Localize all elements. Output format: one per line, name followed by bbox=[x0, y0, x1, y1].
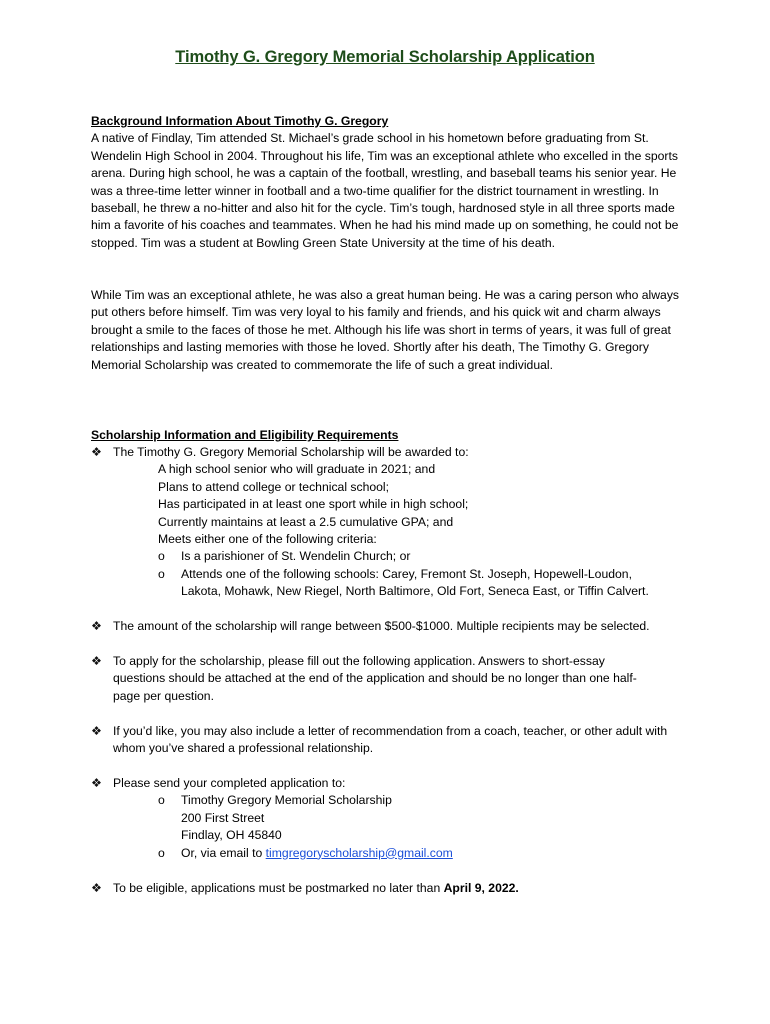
sub-bullet bbox=[158, 566, 691, 601]
criteria-line: A high school senior who will graduate in 2021; and bbox=[158, 462, 436, 477]
bullet-text: To apply for the scholarship, please fill out the following application. Answers to short-essay questions should be attached at the end of the application and should be no longer than one half-page per question. bbox=[113, 654, 637, 703]
deadline-prefix: To be eligible, applications must be postmarked no later than bbox=[113, 881, 444, 895]
amount-bullet bbox=[91, 618, 691, 635]
address-city: Findlay, OH 45840 bbox=[181, 828, 282, 843]
sub-bullet-text: Is a parishioner of St. Wendelin Church; or bbox=[181, 549, 411, 564]
diamond-bullet-icon: ❖ bbox=[91, 654, 102, 668]
circle-bullet-icon: o bbox=[158, 845, 165, 860]
deadline-bullet bbox=[91, 880, 691, 897]
address-name: Timothy Gregory Memorial Scholarship bbox=[181, 793, 392, 808]
background-paragraph-1: A native of Findlay, Tim attended St. Michael’s grade school in his hometown before graduating from St. Wendelin High School in 2004. Throughout his life, Tim was an exceptional athlete who excelled in the sports arena. During high school, he was a captain of the football, wrestling, and baseball teams his senior year. He was a three-time letter winner in football and a two-time qualifier for the district tournament in wrestling. In baseball, he threw a no-hitter and also hit for the cycle. Tim’s tough, hardnosed style in all three sports made him a favorite of his coaches and teammates. When he had his mind made up on something, he could not be stopped. Tim was a student at Bowling Green State University at the time of his death. bbox=[91, 131, 679, 250]
sub-bullet bbox=[158, 548, 691, 565]
sub-bullet bbox=[158, 845, 691, 862]
background-paragraph-2-block bbox=[91, 287, 691, 374]
email-line bbox=[181, 845, 691, 862]
page-title: Timothy G. Gregory Memorial Scholarship Application bbox=[175, 48, 595, 66]
diamond-bullet-icon: ❖ bbox=[91, 724, 102, 738]
email-link[interactable]: timgregoryscholarship@gmail.com bbox=[265, 845, 453, 860]
criteria-line: Plans to attend college or technical school; bbox=[158, 479, 390, 494]
diamond-bullet-icon: ❖ bbox=[91, 776, 102, 790]
circle-bullet-icon: o bbox=[158, 566, 165, 581]
bullet-text: The Timothy G. Gregory Memorial Scholarship will be awarded to: bbox=[113, 445, 469, 459]
scholarship-heading-block bbox=[91, 427, 691, 444]
background-heading: Background Information About Timothy G. Gregory bbox=[91, 114, 389, 128]
apply-bullet bbox=[91, 653, 691, 705]
background-paragraph-2: While Tim was an exceptional athlete, he was also a great human being. He was a caring person who always put others before himself. Tim was very loyal to his family and friends, and his quick wit and charm always brought a smile to the faces of those he met. Although his life was short in terms of years, it was full of great relationships and lasting memories with those he loved. Shortly after his death, The Timothy G. Gregory Memorial Scholarship was created to commemorate the life of such a great individual. bbox=[91, 288, 680, 372]
bullet-text bbox=[113, 880, 691, 897]
circle-bullet-icon: o bbox=[158, 793, 165, 808]
eligibility-bullet bbox=[91, 444, 691, 601]
sub-bullet bbox=[158, 792, 691, 844]
criteria-line: Has participated in at least one sport while in high school; bbox=[158, 497, 469, 512]
address-street: 200 First Street bbox=[181, 810, 265, 825]
background-section bbox=[91, 113, 691, 252]
sub-bullet-text: Attends one of the following schools: Carey, Fremont St. Joseph, Hopewell-Loudon, Lakota, Mohawk, New Riegel, North Baltimore, Old Fort, Seneca East, or Tiffin Calvert. bbox=[181, 566, 649, 599]
diamond-bullet-icon: ❖ bbox=[91, 619, 102, 633]
diamond-bullet-icon: ❖ bbox=[91, 881, 102, 895]
circle-bullet-icon: o bbox=[158, 549, 165, 564]
recommendation-bullet bbox=[91, 723, 691, 758]
bullet-text: The amount of the scholarship will range between $500-$1000. Multiple recipients may be selected. bbox=[113, 619, 650, 633]
bullet-text: If you’d like, you may also include a letter of recommendation from a coach, teacher, or other adult with whom you’ve shared a professional relationship. bbox=[113, 724, 668, 756]
email-prefix: Or, via email to bbox=[181, 845, 266, 860]
bullet-text: Please send your completed application to: bbox=[113, 776, 346, 790]
criteria-line: Meets either one of the following criteria: bbox=[158, 532, 377, 547]
scholarship-heading: Scholarship Information and Eligibility Requirements bbox=[91, 428, 399, 442]
diamond-bullet-icon: ❖ bbox=[91, 445, 102, 459]
deadline-date: April 9, 2022. bbox=[443, 881, 519, 895]
send-bullet bbox=[91, 775, 691, 862]
criteria-line: Currently maintains at least a 2.5 cumulative GPA; and bbox=[158, 514, 454, 529]
